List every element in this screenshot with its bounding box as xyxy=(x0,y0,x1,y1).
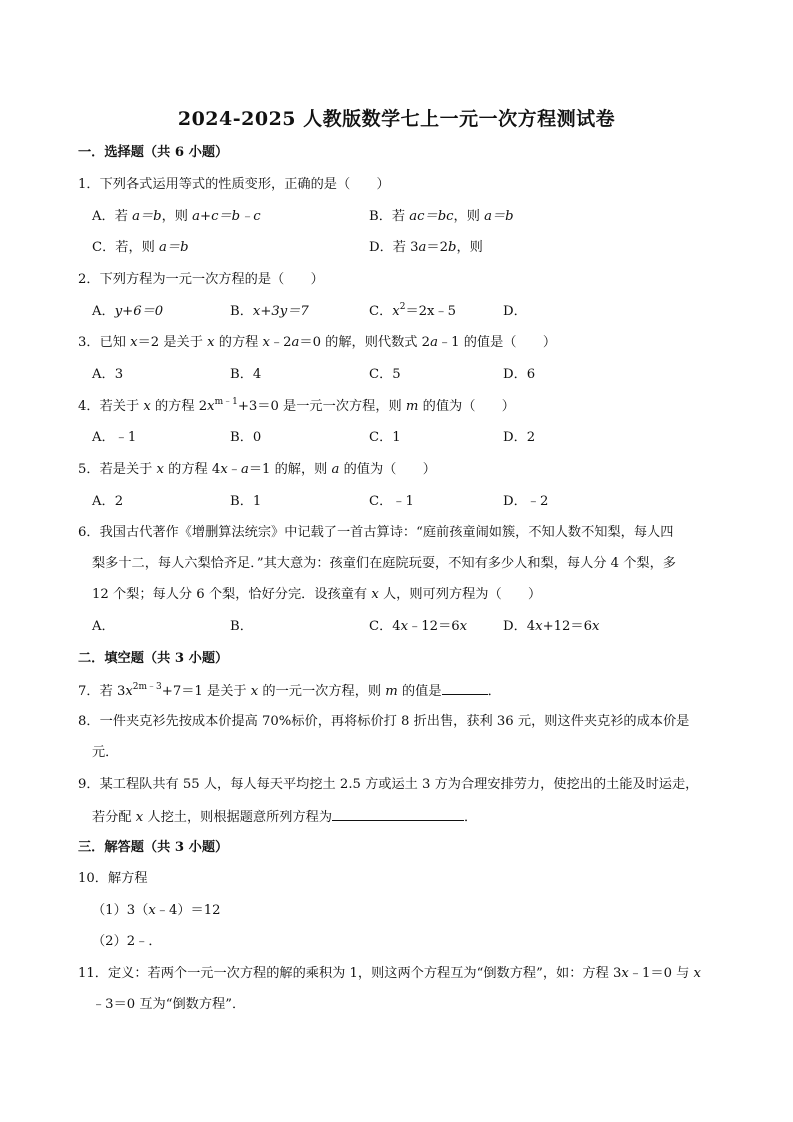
q3-option-c: C．5 xyxy=(369,367,401,382)
question-6-line-3: 12 个梨；每人分 6 个梨，恰好分完．设孩童有 x 人，则可列方程为（ ） xyxy=(92,587,542,602)
question-number: 2． xyxy=(78,272,100,287)
q5-option-d: D．﹣2 xyxy=(503,494,549,509)
q3-option-a: A．3 xyxy=(92,367,124,382)
q4-option-d: D．2 xyxy=(503,430,536,445)
q4-option-a: A．﹣1 xyxy=(92,430,137,445)
question-number: 1． xyxy=(78,177,100,192)
q6-option-a: A． xyxy=(92,619,115,634)
question-11-line-1: 11．定义：若两个一元一次方程的解的乘积为 1，则这两个方程互为“倒数方程”，如：方程 3x﹣1＝0 与 x xyxy=(78,966,701,981)
q5-option-b: B．1 xyxy=(230,494,262,509)
q1-option-b: B．若 ac＝bc，则 a＝b xyxy=(369,209,514,224)
question-3-stem: 3．已知 x＝2 是关于 x 的方程 x﹣2a＝0 的解，则代数式 2a﹣1 的值是（ ） xyxy=(78,335,557,350)
q6-option-d: D．4x+12＝6x xyxy=(503,619,600,634)
q4-option-c: C．1 xyxy=(369,430,401,445)
q5-option-c: C．﹣1 xyxy=(369,494,414,509)
q5-option-a: A．2 xyxy=(92,494,124,509)
q1-option-c: C．若，则 a＝b xyxy=(92,240,189,255)
question-9-line-2: 若分配 x 人挖土，则根据题意所列方程为 ． xyxy=(92,810,478,825)
answer-blank[interactable] xyxy=(332,808,464,821)
q1-option-d: D．若 3a＝2b，则 xyxy=(369,240,483,255)
question-text: 下列各式运用等式的性质变形，正确的是（ ） xyxy=(99,177,390,192)
q2-option-b: B．x+3y＝7 xyxy=(230,304,309,319)
section-heading-solve: 三．解答题（共 3 小题） xyxy=(78,840,229,855)
q3-option-d: D．6 xyxy=(503,367,536,382)
question-5-stem: 5．若是关于 x 的方程 4x﹣a＝1 的解，则 a 的值为（ ） xyxy=(78,462,436,477)
question-8-line-2: 元． xyxy=(92,745,119,760)
question-4-stem: 4．若关于 x 的方程 $2x^{m﹣1}+3=0$ 是一元一次方程，则 m 的值为（ ） xyxy=(78,396,515,414)
answer-blank[interactable] xyxy=(442,682,488,695)
q2-option-a: A．y+6＝0 xyxy=(92,304,164,319)
q1-option-a: A．若 a＝b，则 a+c＝b﹣c xyxy=(92,209,261,224)
question-2-stem xyxy=(78,272,324,288)
q4-option-b: B．0 xyxy=(230,430,262,445)
q2-option-c: C．$x^2=2x﹣5$ xyxy=(369,301,457,319)
section-heading-fill: 二．填空题（共 3 小题） xyxy=(78,651,229,666)
question-7-stem: 7．若 $3x^{2m﹣3}+7=1$ 是关于 x 的一元一次方程，则 m 的值是 ． xyxy=(78,681,501,699)
q6-option-c: C．4x﹣12＝6x xyxy=(369,619,468,634)
question-8-line-1: 8．一件夹克衫先按成本价提高 70%标价，再将标价打 8 折出售，获利 36 元，则这件夹克衫的成本价是 xyxy=(78,714,690,729)
question-11-line-2: ﹣3＝0 互为“倒数方程”． xyxy=(92,997,246,1012)
question-9-line-1: 9．某工程队共有 55 人，每人每天平均挖土 2.5 方或运土 3 方为合理安排劳力，使挖出的土能及时运走， xyxy=(78,777,699,792)
question-1-stem xyxy=(78,177,390,193)
q6-option-b: B． xyxy=(230,619,253,634)
question-10-part-1: （1）3（x﹣4）＝12 xyxy=(92,903,221,918)
question-10-part-2: （2）2﹣． xyxy=(92,934,162,949)
q2-option-d: D． xyxy=(503,304,527,319)
section-heading-choice: 一．选择题（共 6 小题） xyxy=(78,145,229,160)
question-text: 下列方程为一元一次方程的是（ ） xyxy=(99,272,324,287)
question-6-line-2: 梨多十二，每人六梨恰齐足．”其大意为：孩童们在庭院玩耍，不知有多少人和梨，每人分 4 个梨，多 xyxy=(92,556,676,571)
page-title: 2024-2025 人教版数学七上一元一次方程测试卷 xyxy=(177,108,616,130)
q3-option-b: B．4 xyxy=(230,367,262,382)
question-10-stem: 10．解方程 xyxy=(78,871,148,886)
question-6-line-1: 6．我国古代著作《增删算法统宗》中记载了一首古算诗：“庭前孩童闹如簇，不知人数不知梨，每人四 xyxy=(78,525,674,540)
